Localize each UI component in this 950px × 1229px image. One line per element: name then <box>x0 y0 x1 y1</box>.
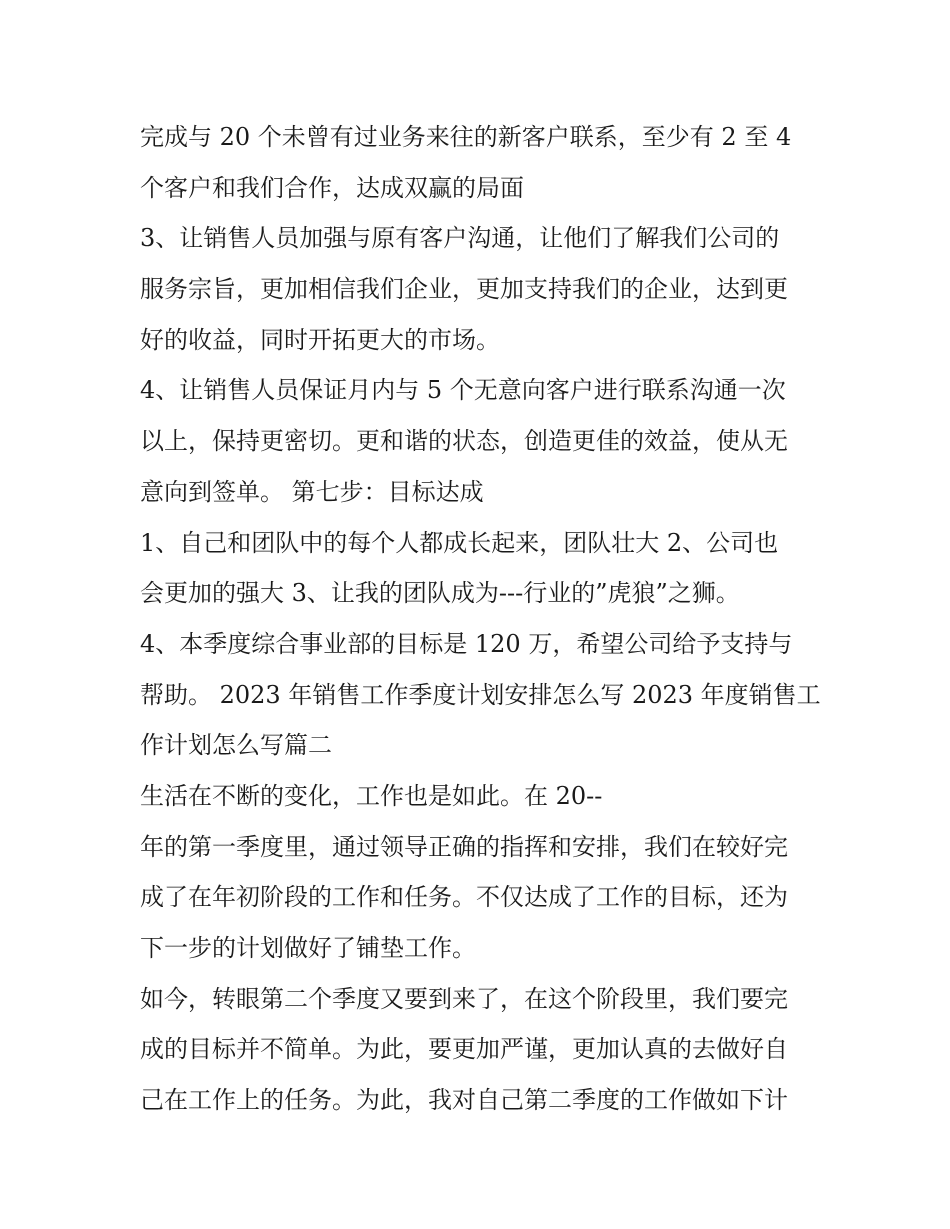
text-line: 完成与 20 个未曾有过业务来往的新客户联系，至少有 2 至 4 <box>140 123 792 151</box>
text-line: 年的第一季度里，通过领导正确的指挥和安排，我们在较好完 <box>140 832 788 861</box>
text-line: 好的收益，同时开拓更大的市场。 <box>140 325 500 354</box>
text-line: 个客户和我们合作，达成双赢的局面 <box>140 173 524 202</box>
text-line: 3、让销售人员加强与原有客户沟通，让他们了解我们公司的 <box>140 224 780 253</box>
text-line: 会更加的强大 3、让我的团队成为---行业的”虎狼”之狮。 <box>140 579 740 608</box>
text-line: 意向到签单。 第七步：目标达成 <box>140 477 484 506</box>
text-line: 作计划怎么写篇二 <box>140 731 332 760</box>
text-line: 帮助。 2023 年销售工作季度计划安排怎么写 2023 年度销售工 <box>140 680 821 709</box>
text-line: 4、让销售人员保证月内与 5 个无意向客户进行联系沟通一次 <box>140 376 786 405</box>
text-line: 成的目标并不简单。为此，要更加严谨，更加认真的去做好自 <box>140 1035 788 1064</box>
text-line: 4、本季度综合事业部的目标是 120 万，希望公司给予支持与 <box>140 629 793 658</box>
text-line: 1、自己和团队中的每个人都成长起来，团队壮大 2、公司也 <box>140 528 779 557</box>
text-line: 己在工作上的任务。为此，我对自己第二季度的工作做如下计 <box>140 1086 788 1115</box>
text-line: 服务宗旨，更加相信我们企业，更加支持我们的企业，达到更 <box>140 275 788 304</box>
text-line: 成了在年初阶段的工作和任务。不仅达成了工作的目标，还为 <box>140 883 788 912</box>
text-line: 以上，保持更密切。更和谐的状态，创造更佳的效益，使从无 <box>140 427 788 456</box>
document-body <box>140 112 820 1126</box>
text-line: 生活在不断的变化，工作也是如此。在 20-- <box>140 781 603 810</box>
text-line: 下一步的计划做好了铺垫工作。 <box>140 934 476 962</box>
text-line: 如今，转眼第二个季度又要到来了，在这个阶段里，我们要完 <box>140 984 788 1013</box>
